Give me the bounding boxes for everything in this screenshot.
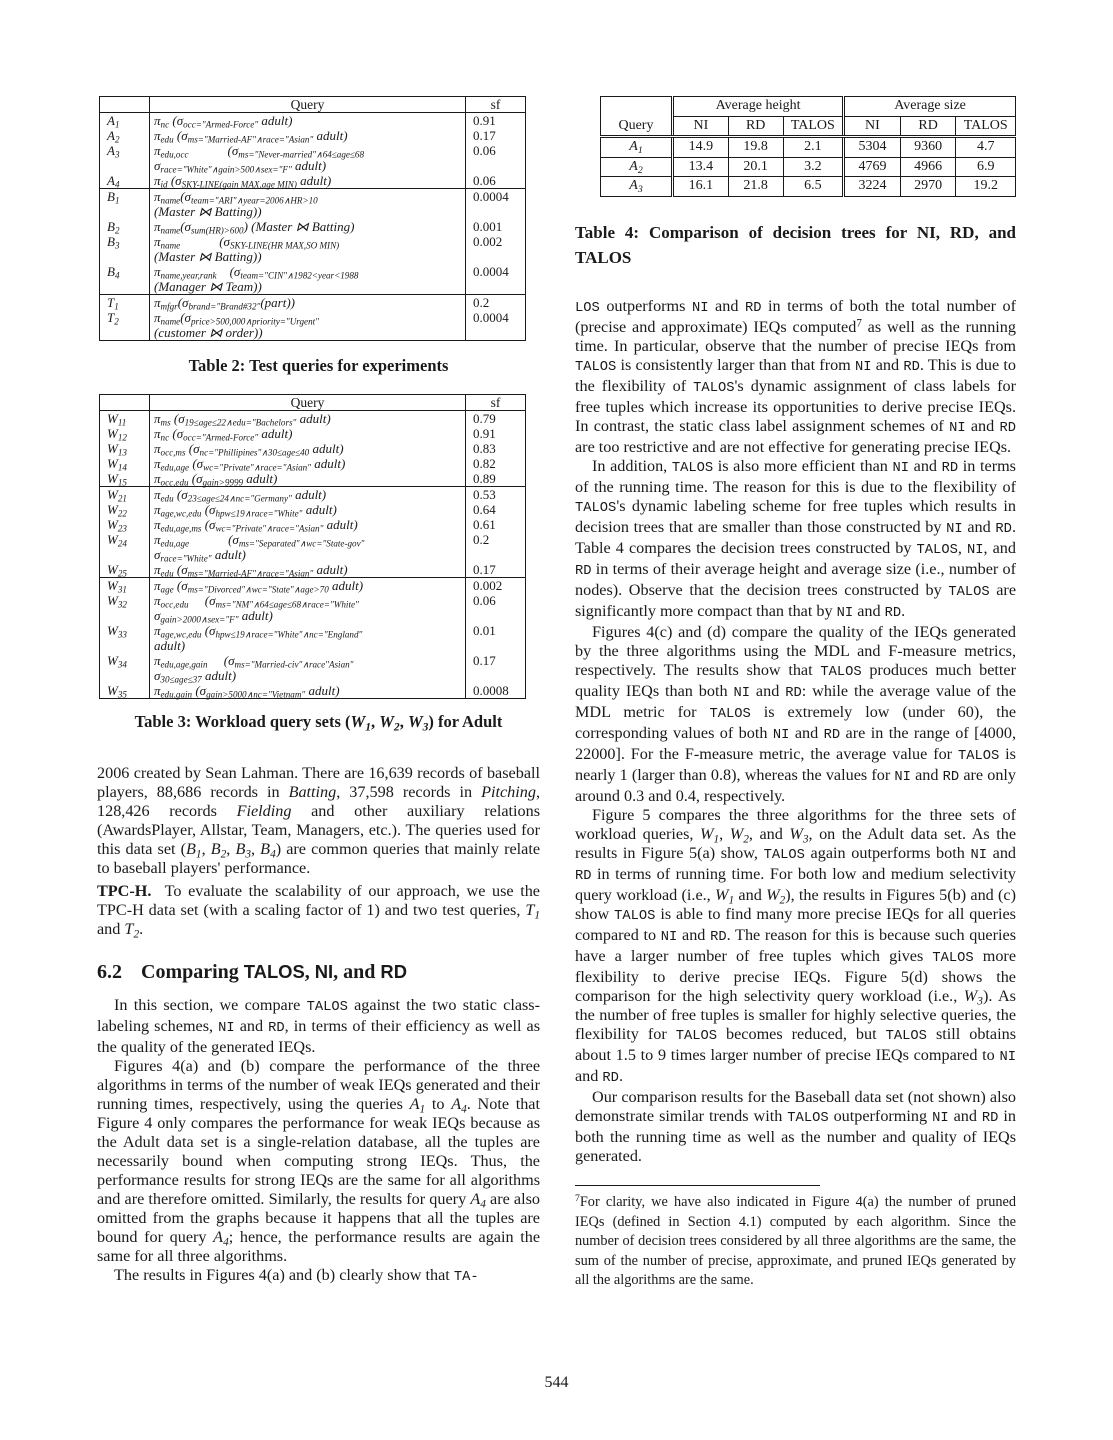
test-queries-table (99, 96, 526, 341)
table-header-row (100, 97, 526, 113)
left-column (97, 0, 540, 1287)
sf-value: 0.06 (466, 173, 526, 189)
col-header-talos-size: TALOS (956, 116, 1016, 137)
cell-value: 13.4 (672, 157, 728, 177)
table4-caption: Table 4: Comparison of decision trees for NI, RD, and TALOS (575, 222, 1016, 267)
paragraph-baseball-results: Our comparison results for the Baseball data set (not shown) also demonstrate similar trends with TALOS outperforming NI and RD in both the running time as well as the number and quality of IEQs generated. (575, 1087, 1016, 1165)
cell-value: 2.1 (783, 137, 844, 158)
query-id: $W_{24}$ (100, 532, 150, 562)
query-id: $W_{25}$ (100, 562, 150, 578)
table-row (100, 623, 526, 653)
query-id: $B_1$ (100, 189, 150, 220)
table-row (100, 219, 526, 234)
col-header-rd-size: RD (900, 116, 956, 137)
query-id: $W_{14}$ (100, 456, 150, 471)
query-group-A (100, 113, 526, 189)
sf-value: 0.83 (466, 441, 526, 456)
table3-caption: Table 3: Workload query sets ($W_1$, $W_2$, $W_3$) for Adult (134, 712, 503, 734)
right-column (575, 0, 1017, 1288)
table-row (601, 177, 1016, 197)
paragraph-intro: In this section, we compare TALOS against the two static class-labeling schemes, NI and RD, in terms of their efficiency as well as the quality of the generated IEQs. (97, 996, 541, 1056)
table-row (100, 113, 526, 129)
query-id: $B_3$ (100, 234, 150, 264)
col-header-talos-height: TALOS (783, 116, 844, 137)
cell-value: 14.9 (672, 137, 728, 158)
query-expression: $\pi_{ms}$ ($\sigma_{19\le age\le 22\wedge edu="Bachelors"}$ adult) (154, 411, 331, 428)
table-row (100, 683, 526, 699)
table-row (100, 502, 526, 517)
query-expression: $\pi_{occ,edu}$ ($\sigma_{gain>9999}$ adult) (154, 471, 278, 488)
sf-value: 0.53 (466, 487, 526, 503)
query-id: $W_{12}$ (100, 426, 150, 441)
cell-value: 19.8 (728, 137, 783, 158)
query-expression: $\pi_{edu}$ ($\sigma_{ms="Married-AF"\wedge race="Asian"}$ adult) (154, 562, 348, 579)
query-expression: $\pi_{name}(\sigma_{sum(HR)>600})$ (Master ⋈ Batting) (154, 219, 355, 236)
avg-height-group-header: Average height (672, 97, 843, 117)
col-header-rd-height: RD (728, 116, 783, 137)
query-id: $B_2$ (100, 219, 150, 234)
workload-group-W3 (100, 578, 526, 699)
table-row (100, 653, 526, 683)
table-row (100, 411, 526, 427)
table-row (100, 310, 526, 341)
sf-value: 0.91 (466, 426, 526, 441)
query-id: $B_4$ (100, 264, 150, 295)
query-id: $W_{34}$ (100, 653, 150, 683)
query-id: $T_2$ (100, 310, 150, 341)
table-row (100, 456, 526, 471)
paragraph-quality: Figures 4(c) and (d) compare the quality of the IEQs generated by the three algorithms using the MDL and F-measure metrics, respectively. The results show that TALOS produces much better quality IEQs than both NI and RD: while the average value of the MDL metric for TALOS is extremely low (under 60), the corresponding values of both NI and RD are in the range of [4000, 22000]. For the F-measure metric, the average value for TALOS is nearly 1 (larger than 0.8), whereas the values for NI and RD are only around 0.3 and 0.4, respectively. (575, 622, 1017, 805)
paragraph-efficiency: In addition, TALOS is also more efficient than NI and RD in terms of the running time. The reason for this is due to the flexibility of TALOS's dynamic labeling scheme for free tuples which results in decision trees that are smaller than those constructed by NI and RD. Table 4 compares the decision trees constructed by TALOS, NI, and RD in terms of their average height and average size (i.e., number of nodes). Observe that the decision trees constructed by TALOS are significantly more compact than that by NI and RD. (575, 456, 1017, 621)
cell-value: 4966 (900, 157, 956, 177)
query-expression: $\pi_{mfgr}(\sigma_{brand="Brand\#32"}(part))$ (154, 295, 296, 312)
cell-value: 4769 (844, 157, 901, 177)
section-number: 6.2 (97, 961, 122, 983)
cell-value: 5304 (844, 137, 901, 158)
query-id: $A_4$ (100, 173, 150, 189)
paragraph-results-lead: The results in Figures 4(a) and (b) clearly show that TA- (114, 1266, 479, 1285)
sf-value: 0.002 (466, 234, 526, 264)
query-expression: $\pi_{nc}$ ($\sigma_{occ="Armed-Force"}$ adult) (154, 426, 293, 443)
query-expression: $\pi_{edu,occ}$ ($\sigma_{ms="Never-married"\wedge 64\le age\le 68}$ $\sigma_{race="White"\wedge gain>500\wedge sex="F"}$ adult) (154, 143, 364, 175)
table-row (100, 593, 526, 623)
query-group-T (100, 295, 526, 341)
query-id: $W_{32}$ (100, 593, 150, 623)
footnote-text: $^7$For clarity, we have also indicated in Figure 4(a) the number of pruned IEQs (defined in Section 4.1) computed by each algorithm. Since the number of decision trees considered by all three algorithms are the same, the sum of the number of precise, approximate, and pruned IEQs generated by all the algorithms are the same. (575, 1193, 1016, 1288)
query-expression: $\pi_{age,wc,edu}$ ($\sigma_{hpw\le 19\wedge race="White"}$ adult) (154, 502, 337, 519)
sf-value: 0.79 (466, 411, 526, 427)
query-id: $W_{15}$ (100, 471, 150, 487)
workload-queries-table (99, 394, 526, 699)
cell-value: 4.7 (956, 137, 1016, 158)
col-header-ni-size: NI (844, 116, 901, 137)
cell-value: 21.8 (728, 177, 783, 197)
table-row (100, 578, 526, 594)
empty-header-cell (100, 97, 150, 113)
query-id: $W_{22}$ (100, 502, 150, 517)
right-text-block (575, 297, 1016, 1166)
table-row (100, 532, 526, 562)
query-id: $A_3$ (100, 143, 150, 173)
query-column-header: Query (150, 97, 466, 113)
table-row (100, 562, 526, 578)
sf-value: 0.2 (466, 532, 526, 562)
table-row (100, 441, 526, 456)
workload-group-W2 (100, 487, 526, 578)
table-row (100, 173, 526, 189)
table-row (100, 143, 526, 173)
sf-value: 0.91 (466, 113, 526, 129)
section-title: Comparing TALOS, NI, and RD (141, 961, 407, 983)
query-expression: $\pi_{occ,ms}$ ($\sigma_{nc="Phillipines"\wedge 30\le age\le 40}$ adult) (154, 441, 344, 458)
sf-value: 0.2 (466, 295, 526, 311)
sf-value: 0.0004 (466, 264, 526, 295)
sf-value: 0.001 (466, 219, 526, 234)
page-number: 544 (544, 1374, 569, 1391)
table-row (100, 426, 526, 441)
query-id: $W_{13}$ (100, 441, 150, 456)
query-id: $A_1$ (100, 113, 150, 129)
table2-caption: Table 2: Test queries for experiments (188, 356, 449, 375)
sf-value: 0.17 (466, 562, 526, 578)
query-id: $A_2$ (601, 157, 673, 177)
query-id: $W_{31}$ (100, 578, 150, 594)
query-expression: $\pi_{name}(\sigma_{team="ARI"\wedge year=2006\wedge HR>10}$ (Master ⋈ Batting)) (154, 189, 318, 219)
paragraph-figures4ab: Figures 4(a) and (b) compare the performance of the three algorithms in terms of the number of weak IEQs generated and their running times, respectively, using the queries $A_1$ to $A_4$. Note that Figure 4 only compares the performance for weak IEQs because as the Adult data set is a single-relation database, all the tuples are necessarily bound when computing strong IEQs. Thus, the performance results for strong IEQs are the same for all algorithms and are therefore omitted. Similarly, the results for query $A_4$ are also omitted from the graphs because it happens that all the tuples are bound for query $A_4$; hence, the performance results are again the same for all three algorithms. (97, 1057, 541, 1265)
table-row (100, 517, 526, 532)
sf-value: 0.82 (466, 456, 526, 471)
query-column-header: Query (150, 395, 466, 411)
sf-value: 0.06 (466, 593, 526, 623)
query-expression: $\pi_{edu,gain}$ ($\sigma_{gain>5000\wedge nc="Vietnam"}$ adult) (154, 683, 340, 700)
sf-value: 0.61 (466, 517, 526, 532)
cell-value: 9360 (900, 137, 956, 158)
query-expression: $\pi_{edu}$ ($\sigma_{ms="Married-AF"\wedge race="Asian"}$ adult) (154, 128, 348, 145)
paragraph-talos-outperforms: LOS outperforms NI and RD in terms of both the total number of (precise and approximate) IEQs computed$^7$ as well as the running time. In particular, observe that the number of precise IEQs from TALOS is consistently larger than that from NI and RD. This is due to the flexibility of TALOS's dynamic assignment of class labels for free tuples which increase its opportunities to derive precise IEQs. In contrast, the static class label assignment schemes of NI and RD are too restrictive and are not effective for generating precise IEQs. (575, 296, 1017, 456)
query-expression: $\pi_{age,wc,edu}$ ($\sigma_{hpw\le 19\wedge race="White"\wedge nc="England"}$ adult) (154, 623, 363, 653)
query-expression: $\pi_{age}$ ($\sigma_{ms="Divorced"\wedge wc="State"\wedge age>70}$ adult) (154, 578, 364, 595)
sf-value: 0.0004 (466, 310, 526, 341)
query-expression: $\pi_{id}$ ($\sigma_{SKY-LINE(gain MAX,age MIN)}$ adult) (154, 173, 332, 190)
decision-tree-table (600, 96, 1016, 197)
sf-value: 0.0004 (466, 189, 526, 220)
table-row (100, 264, 526, 295)
cell-value: 19.2 (956, 177, 1016, 197)
query-group-B (100, 189, 526, 295)
query-expression: $\pi_{edu,age}$ ($\sigma_{wc="Private"\wedge race="Asian"}$ adult) (154, 456, 346, 473)
avg-size-group-header: Average size (844, 97, 1016, 117)
paragraph-baseball: 2006 created by Sean Lahman. There are 16,639 records of baseball players, 88,686 records in Batting, 37,598 records in Pitching, 128,426 records Fielding and other auxiliary relations (AwardsPlayer, Allstar, Team, Managers, etc.). The queries used for this data set ($B_1$, $B_2$, $B_3$, $B_4$) are common queries that mainly relate to baseball players' performance. (97, 764, 541, 877)
query-id: $A_1$ (601, 137, 673, 158)
sf-value: 0.89 (466, 471, 526, 487)
query-id: $W_{23}$ (100, 517, 150, 532)
query-id: $A_2$ (100, 128, 150, 143)
cell-value: 2970 (900, 177, 956, 197)
footnote-rule (575, 1185, 820, 1186)
table-row (100, 189, 526, 220)
query-expression: $\pi_{name,year,rank}$ ($\sigma_{team="CIN"\wedge 1982<year<1988}$ (Manager ⋈ Team)) (154, 264, 359, 294)
query-expression: $\pi_{name}(\sigma_{price>500,000\wedge priority="Urgent"}$ (customer ⋈ order)) (154, 310, 319, 340)
query-expression: $\pi_{nc}$ ($\sigma_{occ="Armed-Force"}$ adult) (154, 113, 293, 130)
sf-value: 0.17 (466, 653, 526, 683)
footnote (575, 1185, 1016, 1291)
query-expression: $\pi_{edu,age,gain}$ ($\sigma_{ms="Married-civ"\wedge race"Asian"}$ $\sigma_{30\le age\le 37}$ adult) (154, 653, 354, 685)
cell-value: 16.1 (672, 177, 728, 197)
cell-value: 20.1 (728, 157, 783, 177)
query-id: $T_1$ (100, 295, 150, 311)
cell-value: 3.2 (783, 157, 844, 177)
sf-column-header: sf (466, 395, 526, 411)
query-id: $A_3$ (601, 177, 673, 197)
table-row (100, 128, 526, 143)
table-row (100, 487, 526, 503)
sf-value: 0.0008 (466, 683, 526, 699)
cell-value: 6.9 (956, 157, 1016, 177)
table-header-row (100, 395, 526, 411)
empty-header-cell (100, 395, 150, 411)
table-row (100, 234, 526, 264)
workload-group-W1 (100, 411, 526, 487)
query-expression: $\pi_{name}$ ($\sigma_{SKY-LINE(HR MAX,SO MIN)}$ (Master ⋈ Batting)) (154, 234, 340, 264)
sf-column-header: sf (466, 97, 526, 113)
group-header-row (601, 97, 1016, 117)
paragraph-tpch: TPC-H. To evaluate the scalability of our approach, we use the TPC-H data set (with a scaling factor of 1) and two test queries, $T_1$ and $T_2$. (97, 882, 540, 941)
sf-value: 0.64 (466, 502, 526, 517)
table-row (601, 137, 1016, 158)
query-id: $W_{21}$ (100, 487, 150, 503)
paragraph-figure5: Figure 5 compares the three algorithms for the three sets of workload queries, $W_1$, $W_2$, and $W_3$, on the Adult data set. As the results in Figure 5(a) show, TALOS again outperforms both NI and RD in terms of running time. For both low and medium selectivity query workload (i.e., $W_1$ and $W_2$), the results in Figures 5(b) and (c) show TALOS is able to find many more precise IEQs for all queries compared to NI and RD. The reason for this is because such queries have a larger number of free tuples which gives TALOS more flexibility to derive precise IEQs. Figure 5(d) shows the comparison for the high selectivity query workload (i.e., $W_3$). As the number of free tuples is smaller for highly selective queries, the flexibility for TALOS becomes reduced, but TALOS still obtains about 1.5 to 9 times larger number of precise IEQs compared to NI and RD. (575, 805, 1017, 1086)
sf-value: 0.06 (466, 143, 526, 173)
query-expression: $\pi_{edu}$ ($\sigma_{23\le age\le 24\wedge nc="Germany"}$ adult) (154, 487, 327, 504)
sf-value: 0.01 (466, 623, 526, 653)
table-row (100, 471, 526, 487)
query-expression: $\pi_{edu,age,ms}$ ($\sigma_{wc="Private"\wedge race="Asian"}$ adult) (154, 517, 358, 534)
section-heading (97, 961, 540, 984)
query-id: $W_{35}$ (100, 683, 150, 699)
query-expression: $\pi_{occ,edu}$ ($\sigma_{ms="NM"\wedge 64\le age\le 68\wedge race="White"}$ $\sigma_{gain>2000\wedge sex="F"}$ adult) (154, 593, 359, 625)
table-row (601, 157, 1016, 177)
query-expression: $\pi_{edu,age}$ ($\sigma_{ms="Separated"\wedge wc="State-gov"}$ $\sigma_{race="White"}$ adult) (154, 532, 365, 564)
query-id: $W_{11}$ (100, 411, 150, 427)
sf-value: 0.002 (466, 578, 526, 594)
cell-value: 6.5 (783, 177, 844, 197)
sf-value: 0.17 (466, 128, 526, 143)
query-column-header: Query (601, 97, 673, 137)
cell-value: 3224 (844, 177, 901, 197)
col-header-ni-height: NI (672, 116, 728, 137)
table-row (100, 295, 526, 311)
query-id: $W_{33}$ (100, 623, 150, 653)
